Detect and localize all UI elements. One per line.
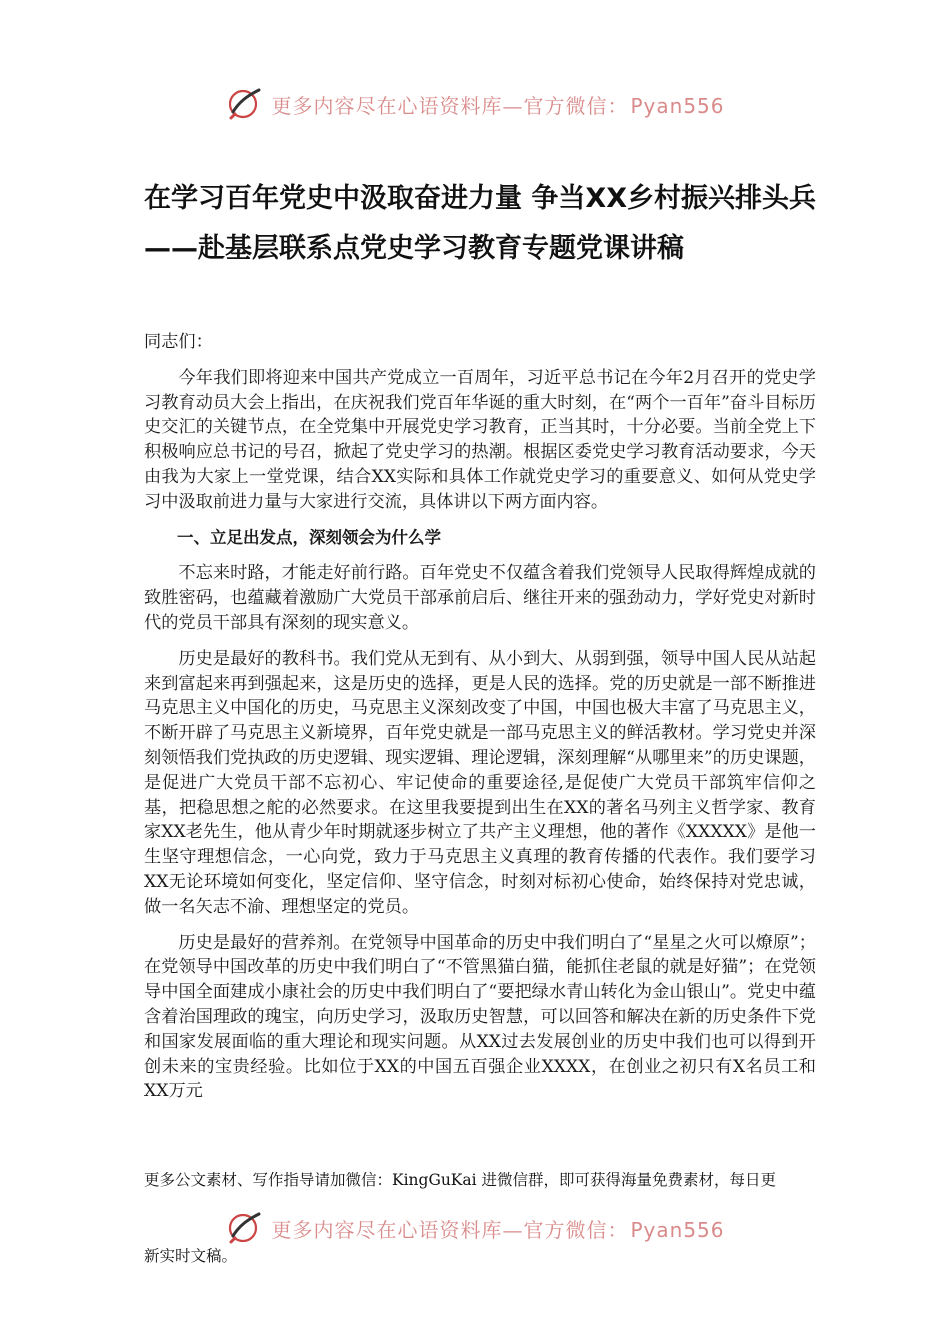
brush-logo-icon: [225, 1208, 265, 1248]
intro-paragraph: 今年我们即将迎来中国共产党成立一百周年，习近平总书记在今年2月召开的党史学习教育动员大会上指出，在庆祝我们党百年华诞的重大时刻，在“两个一百年”奋斗目标历史交汇的关键节点，在全党集中开展党史学习教育，正当其时，十分必要。当前全党上下积极响应总书记的号召，掀起了党史学习的热潮。根据区委党史学习教育活动要求，今天由我为大家上一堂党课，结合XX实际和具体工作就党史学习的重要意义、如何从党史学习中汲取前进力量与大家进行交流，具体讲以下两方面内容。: [144, 367, 816, 512]
header-watermark-banner: [0, 84, 950, 124]
document-title: 在学习百年党史中汲取奋进力量 争当XX乡村振兴排头兵 ——赴基层联系点党史学习教育专题党课讲稿: [144, 183, 817, 264]
footer-note: 更多公文素材、写作指导请加微信：KingGuKai 进微信群，即可获得海量免费素材，每日更: [144, 1171, 777, 1189]
brush-logo-icon: [225, 84, 265, 124]
section1-paragraph-3: 历史是最好的营养剂。在党领导中国革命的历史中我们明白了“星星之火可以燎原”；在党领导中国改革的历史中我们明白了“不管黑猫白猫，能抓住老鼠的就是好猫”；在党领导中国全面建成小康社会的历史中我们明白了“要把绿水青山转化为金山银山”。党史中蕴含着治国理政的瑰宝，向历史学习，汲取历史智慧，可以回答和解决在新的历史条件下党和国家发展面临的重大理论和现实问题。从XX过去发展创业的历史中我们也可以得到开创未来的宝贵经验。比如位于XX的中国五百强企业XXXX，在创业之初只有X名员工和XX万元: [144, 932, 816, 1102]
banner-wechat-id: Pyan556: [630, 1217, 725, 1242]
section-heading-1: 一、立足出发点，深刻领会为什么学: [177, 527, 441, 547]
footer-note-continued: 新实时文稿。: [144, 1247, 238, 1265]
document-body: [144, 330, 816, 1104]
section1-paragraph-1: 不忘来时路，才能走好前行路。百年党史不仅蕴含着我们党领导人民取得辉煌成就的致胜密码，也蕴藏着激励广大党员干部承前启后、继往开来的强劲动力，学好党史对新时代的党员干部具有深刻的现实意义。: [144, 563, 816, 633]
footer-watermark-banner: [0, 1208, 950, 1248]
banner-text: 更多内容尽在心语资料库—官方微信： Pyan556: [271, 1217, 725, 1242]
salutation: 同志们：: [144, 332, 213, 352]
section1-paragraph-2: 历史是最好的教科书。我们党从无到有、从小到大、从弱到强，领导中国人民从站起来到富起来再到强起来，这是历史的选择，更是人民的选择。党的历史就是一部不断推进马克思主义中国化的历史，马克思主义深刻改变了中国，中国也极大丰富了马克思主义，不断开辟了马克思主义新境界，百年党史就是一部马克思主义的鲜活教材。学习党史并深刻领悟我们党执政的历史逻辑、现实逻辑、理论逻辑，深刻理解“从哪里来”的历史课题，是促进广大党员干部不忘初心、牢记使命的重要途径,是促使广大党员干部筑牢信仰之基，把稳思想之舵的必然要求。在这里我要提到出生在XX的著名马列主义哲学家、教育家XX老先生，他从青少年时期就逐步树立了共产主义理想，他的著作《XXXXX》是他一生坚守理想信念，一心向党，致力于马克思主义真理的教育传播的代表作。我们要学习XX无论环境如何变化，坚定信仰、坚守信念，时刻对标初心使命，始终保持对党忠诚，做一名矢志不渝、理想坚定的党员。: [144, 648, 816, 917]
banner-wechat-id: Pyan556: [630, 93, 725, 118]
banner-text: 更多内容尽在心语资料库—官方微信： Pyan556: [271, 93, 725, 118]
